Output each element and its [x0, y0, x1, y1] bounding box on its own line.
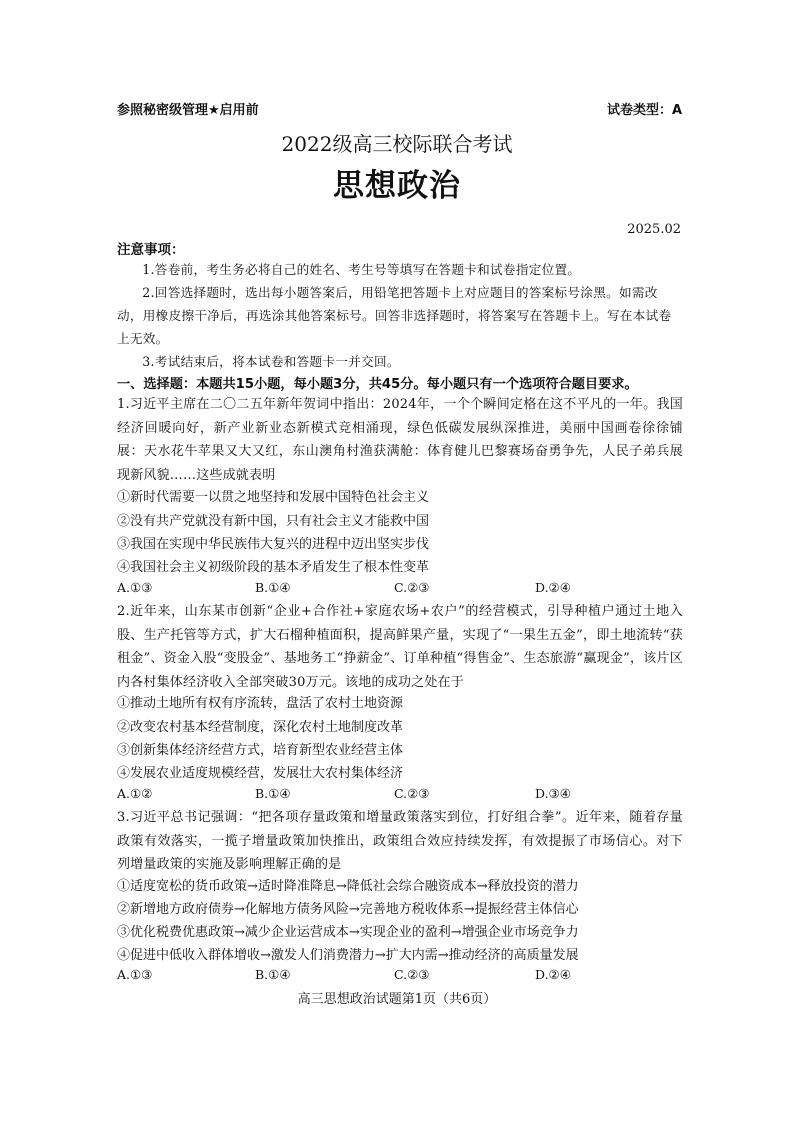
paper-type-label: 试卷类型：A [606, 103, 682, 118]
answer-choice: D.③④ [535, 786, 571, 801]
subject-title: 思想政治 [333, 168, 461, 204]
answer-choice: A.①③ [117, 967, 153, 982]
answer-choices [117, 580, 683, 600]
notice-item: 3.考试结束后，将本试卷和答题卡一并交回。 [142, 354, 400, 369]
question-option: ②没有共产党就没有新中国，只有社会主义才能救中国 [117, 514, 430, 529]
answer-choice: D.②④ [535, 580, 571, 595]
answer-choices [117, 786, 683, 806]
answer-choice: B.①④ [255, 786, 291, 801]
notice-item: 2.回答选择题时，选出每小题答案后，用铅笔把答题卡上对应题目的答案标号涂黑。如需改动，用橡皮擦干净后，再选涂其他答案标号。回答非选择题时，将答案写在答题卡上。写在本试卷上无效。 [117, 285, 672, 346]
answer-choice: C.②③ [394, 580, 430, 595]
confidentiality-label: 参照秘密级管理★启用前 [117, 103, 259, 118]
question-option: ④发展农业适度规模经营，发展壮大农村集体经济 [117, 766, 404, 781]
answer-choice: D.②④ [535, 967, 571, 982]
exam-title: 2022级高三校际联合考试 [281, 132, 513, 156]
answer-choice: C.②③ [394, 967, 430, 982]
page-footer: 高三思想政治试题第1页（共6页） [297, 992, 497, 1007]
question-option: ②改变农村基本经营制度，深化农村土地制度改革 [117, 720, 404, 735]
exam-date: 2025.02 [627, 222, 681, 237]
question-option: ③我国在实现中华民族伟大复兴的进程中迈出坚实步伐 [117, 537, 430, 552]
notice-title: 注意事项： [117, 242, 185, 258]
question-option: ④我国社会主义初级阶段的基本矛盾发生了根本性变革 [117, 560, 430, 575]
section-heading: 一、选择题：本题共15小题，每小题3分，共45分。每小题只有一个选项符合题目要求。 [117, 377, 638, 392]
question-option: ②新增地方政府债券→化解地方债务风险→完善地方税收体系→提振经营主体信心 [117, 902, 579, 917]
question-option: ③优化税费优惠政策→减少企业运营成本→实现企业的盈利→增强企业市场竞争力 [117, 925, 579, 940]
answer-choice: A.①② [117, 786, 153, 801]
question-stem: 2.近年来，山东某市创新“企业+合作社+家庭农场+农户”的经营模式，引导种植户通过土地入股、生产托管等方式，扩大石榴种植面积，提高鲜果产量，实现了“一果生五金”，即土地流转“获租金”、资金入股“变股金”、基地务工“挣薪金”、订单种植“得售金”、生态旅游“赢现金”，该片区内各村集体经济收入全部突破30万元。该地的成功之处在于 [117, 604, 683, 690]
question-option: ①适度宽松的货币政策→适时降准降息→降低社会综合融资成本→释放投资的潜力 [117, 879, 579, 894]
question-stem: 3.习近平总书记强调：“把各项存量政策和增量政策落实到位，打好组合拳”。近年来，随着存量政策有效落实，一揽子增量政策加快推出，政策组合效应持续发挥，有效提振了市场信心。对下列增量政策的实施及影响理解正确的是 [117, 810, 683, 873]
question-option: ①新时代需要一以贯之地坚持和发展中国特色社会主义 [117, 490, 430, 505]
notice-item: 1.答卷前，考生务必将自己的姓名、考生号等填写在答题卡和试卷指定位置。 [142, 262, 581, 277]
question-option: ④促进中低收入群体增收→激发人们消费潜力→扩大内需→推动经济的高质量发展 [117, 948, 579, 963]
answer-choice: B.①④ [255, 967, 291, 982]
question-option: ③创新集体经济经营方式，培育新型农业经营主体 [117, 743, 404, 758]
answer-choice: C.②③ [394, 786, 430, 801]
question-option: ①推动土地所有权有序流转，盘活了农村土地资源 [117, 696, 404, 711]
answer-choice: B.①④ [255, 580, 291, 595]
answer-choice: A.①③ [117, 580, 153, 595]
answer-choices [117, 967, 683, 987]
question-stem: 1.习近平主席在二〇二五年新年贺词中指出：2024年，一个个瞬间定格在这不平凡的一年。我国经济回暖向好，新产业新业态新模式竞相涌现，绿色低碳发展纵深推进，美丽中国画卷徐徐铺展：天水花牛苹果又大又红，东山澳角村渔获满舱：体育健儿巴黎赛场奋勇争先，人民子弟兵展现新风貌……这些成就表明 [117, 397, 683, 483]
